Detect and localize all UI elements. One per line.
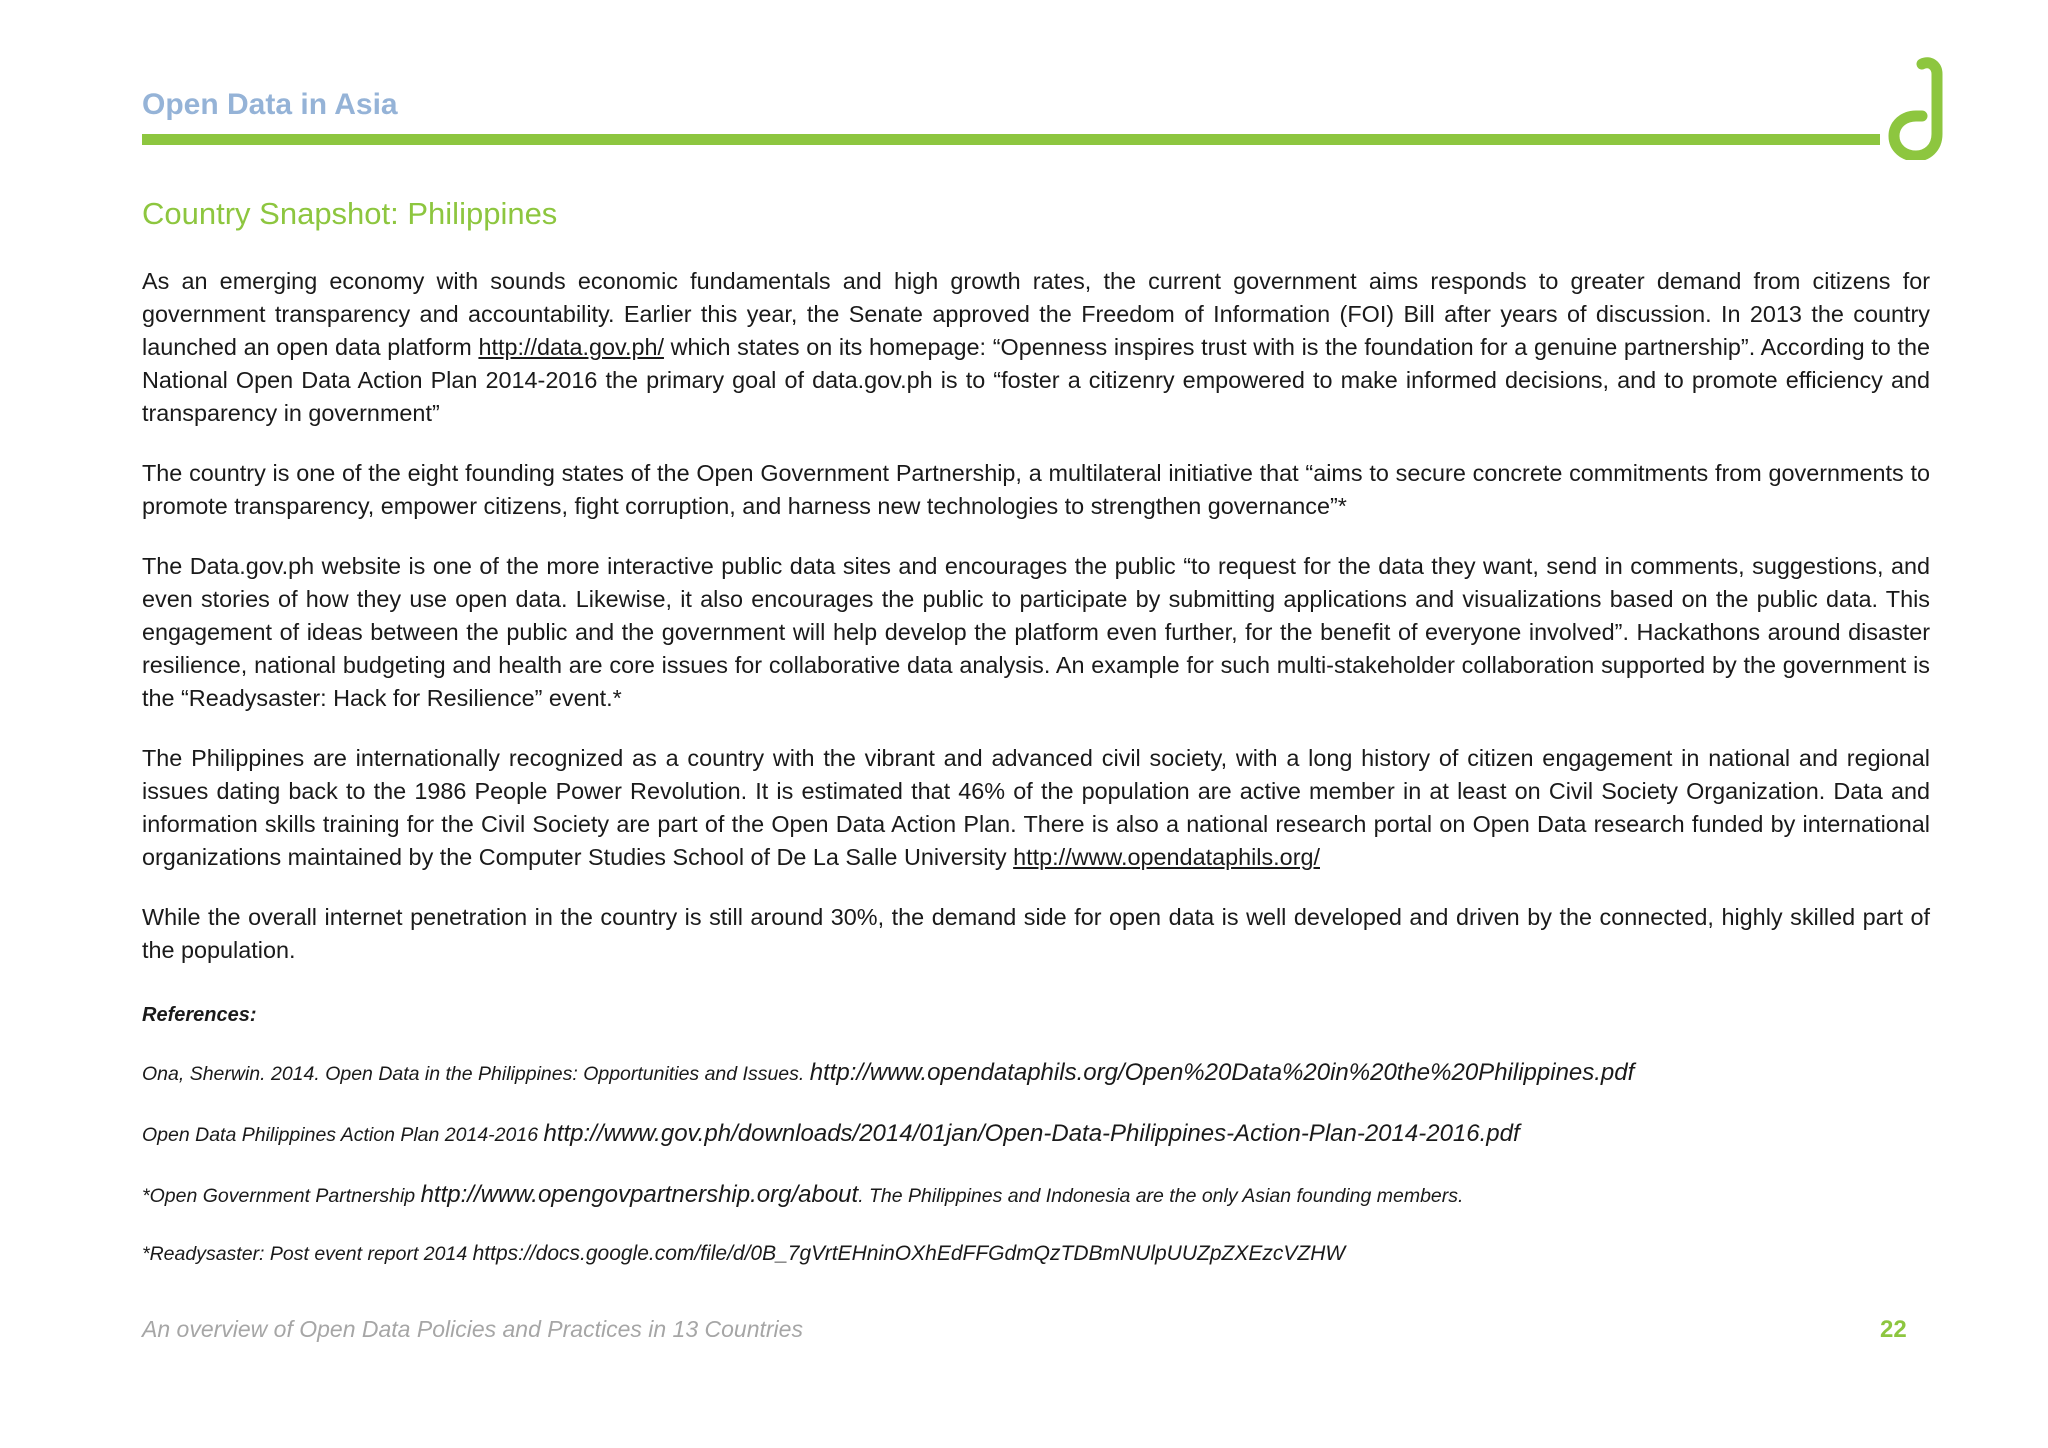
footer-text: An overview of Open Data Policies and Practices in 13 Countries (142, 1316, 803, 1342)
paragraph-civil-society: The Philippines are internationally recognized as a country with the vibrant and advanced civil society, with a long history of citizen engagement in national and regional issues dating back to the 1986 People Power Revolution. It is estimated that 46% of the population are active member in at least on Civil Society Organization. Data and information skills training for the Civil Society are part of the Open Data Action Plan. There is also a national research portal on Open Data research funded by international organizations maintained by the Computer Studies School of De La Salle University http://www.opendataphils.org/ (142, 745, 1930, 870)
data-gov-ph-link[interactable]: http://data.gov.ph/ (478, 334, 664, 360)
reference-item: *Readysaster: Post event report 2014 https://docs.google.com/file/d/0B_7gVrtEHninOXhEdFFGdmQzTDBmNUlpUUZpZXEzcVZHW (142, 1242, 1346, 1265)
section-title: Country Snapshot: Philippines (142, 196, 558, 231)
opendataphils-link[interactable]: http://www.opendataphils.org/ (1013, 844, 1320, 870)
open-data-logo-icon (1882, 56, 1944, 160)
paragraph-ogp: The country is one of the eight founding states of the Open Government Partnership, a multilateral initiative that “aims to secure concrete commitments from governments to promote transparency, empower citizens, fight corruption, and harness new technologies to strengthen governance”* (142, 460, 1930, 519)
body-text (142, 265, 1930, 994)
references-heading: References: (142, 1004, 257, 1026)
references-section (142, 1004, 1942, 1299)
paragraph-internet-penetration: While the overall internet penetration in the country is still around 30%, the demand side for open data is well developed and driven by the connected, highly skilled part of the population. (142, 904, 1930, 963)
reference-item: Open Data Philippines Action Plan 2014-2016 http://www.gov.ph/downloads/2014/01jan/Open-Data-Philippines-Action-Plan-2014-2016.pdf (142, 1120, 1520, 1147)
reference-item: *Open Government Partnership http://www.opengovpartnership.org/about. The Philippines and Indonesia are the only Asian founding members. (142, 1181, 1464, 1208)
header-divider (142, 134, 1880, 145)
reference-link[interactable]: http://www.opengovpartnership.org/about (420, 1181, 859, 1208)
reference-item: Ona, Sherwin. 2014. Open Data in the Philippines: Opportunities and Issues. http://www.opendataphils.org/Open%20Data%20in%20the%20Philippines.pdf (142, 1059, 1635, 1086)
header-title: Open Data in Asia (142, 88, 398, 121)
paragraph-data-gov-ph: The Data.gov.ph website is one of the more interactive public data sites and encourages the public “to request for the data they want, send in comments, suggestions, and even stories of how they use open data. Likewise, it also encourages the public to participate by submitting applications and visualizations based on the public data. This engagement of ideas between the public and the government will help develop the platform even further, for the benefit of everyone involved”. Hackathons around disaster resilience, national budgeting and health are core issues for collaborative data analysis. An example for such multi-stakeholder collaboration supported by the government is the “Readysaster: Hack for Resilience” event.* (142, 553, 1930, 711)
paragraph-foi: As an emerging economy with sounds economic fundamentals and high growth rates, the current government aims responds to greater demand from citizens for government transparency and accountability. Earlier this year, the Senate approved the Freedom of Information (FOI) Bill after years of discussion. In 2013 the country launched an open data platform http://data.gov.ph/ which states on its homepage: “Openness inspires trust with is the foundation for a genuine partnership”. According to the National Open Data Action Plan 2014-2016 the primary goal of data.gov.ph is to “foster a citizenry empowered to make informed decisions, and to promote efficiency and transparency in government” (142, 268, 1930, 426)
page-number: 22 (1880, 1316, 1907, 1343)
reference-link[interactable]: http://www.gov.ph/downloads/2014/01jan/Open-Data-Philippines-Action-Plan-2014-2016.pdf (543, 1120, 1520, 1147)
reference-link[interactable]: http://www.opendataphils.org/Open%20Data%20in%20the%20Philippines.pdf (809, 1059, 1635, 1086)
reference-link[interactable]: https://docs.google.com/file/d/0B_7gVrtEHninOXhEdFFGdmQzTDBmNUlpUUZpZXEzcVZHW (472, 1242, 1346, 1265)
